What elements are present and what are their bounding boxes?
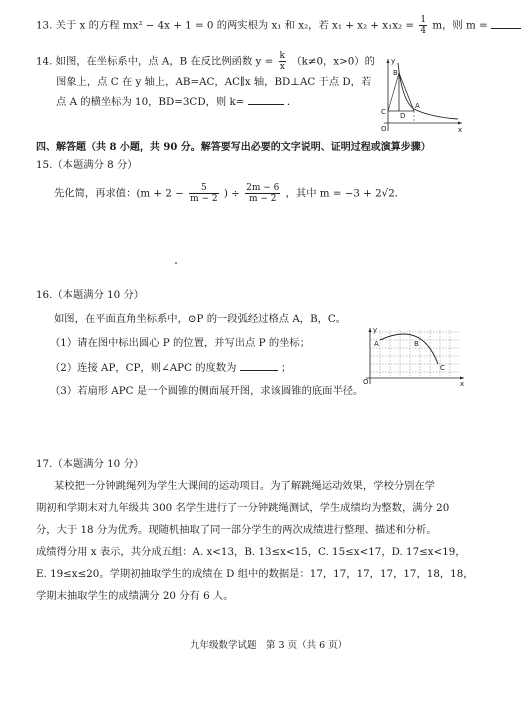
question-16-item-3: （3）若扇形 APC 是一个圆锥的侧面展开图，求该圆锥的底面半径。 (50, 385, 364, 397)
q16-fig-label-a: A (374, 340, 379, 348)
q14-fig-label-y: y (391, 57, 396, 65)
q17-paragraph-line-3: 分，大于 18 分为优秀。现随机抽取了同一部分学生的两次成绩进行整理、描述和分析。 (36, 524, 437, 536)
q16-answer-blank (240, 360, 278, 371)
q14-fraction (279, 51, 286, 72)
page-footer: 九年级数学试题 第 3 页（共 6 页） (190, 640, 348, 651)
q16-fig-label-o: O (363, 378, 369, 386)
section-4-title: 四、解答题（共 8 小题，共 90 分。解答要写出必要的文字说明、证明过程或演算步骤） (36, 142, 431, 153)
q14-fig-label-c: C (381, 108, 386, 116)
q16-grid-figure (362, 326, 468, 386)
q14-text-1-suffix: （k≠0，x>0）的 (291, 55, 375, 68)
q14-fig-label-d: D (400, 112, 406, 120)
q15-text-suffix: ，其中 m = −3 + 2√2． (285, 187, 406, 200)
q17-paragraph-line-2: 期初和学期末对九年级共 300 名学生进行了一分钟跳绳测试，学生成绩均为整数，满分 20 (36, 502, 450, 514)
q15-fraction-2-denominator: m − 2 (248, 194, 277, 204)
question-13 (36, 15, 521, 36)
q14-fraction-denominator: x (279, 62, 285, 72)
q14-answer-blank (248, 94, 284, 105)
question-16-item-2 (50, 360, 291, 375)
q16-fig-label-c: C (440, 364, 445, 372)
question-17-header: 17.（本题满分 10 分） (36, 458, 145, 470)
q14-text-3-end: ． (286, 96, 298, 108)
q14-text-3: 点 A 的横坐标为 10，BD=3CD，则 k= (56, 96, 245, 108)
q15-fraction-1-numerator: 5 (189, 183, 219, 194)
q17-paragraph-line-6: 学期末抽取学生的成绩满分 20 分有 6 人。 (36, 590, 234, 602)
q13-answer-blank (491, 18, 521, 29)
scan-speck (175, 262, 177, 264)
q14-fraction-numerator: k (279, 51, 285, 61)
q13-suffix: m，则 m = (432, 19, 488, 32)
q15-fraction-1 (189, 183, 219, 204)
question-15-header: 15.（本题满分 8 分） (36, 159, 138, 171)
q15-fraction-2 (245, 183, 280, 204)
q16-item-2-end: ； (280, 362, 292, 374)
question-14-line-3 (56, 94, 297, 109)
question-16-item-1: （1）请在图中标出圆心 P 的位置，并写出点 P 的坐标； (50, 337, 311, 349)
q16-fig-label-x: x (460, 380, 465, 386)
q17-paragraph-line-5: E. 19≤x≤20。学期初抽取学生的成绩在 D 组中的数据是：17，17，17，17，17，18，18， (36, 568, 474, 580)
q13-fraction-denominator: 4 (420, 26, 427, 36)
q17-paragraph-line-1: 某校把一分钟跳绳列为学生大课间的运动项目。为了解跳绳运动效果，学校分别在学 (54, 480, 435, 492)
question-14-line-2: 图象上，点 C 在 y 轴上，AB=AC，AC∥x 轴，BD⊥AC 于点 D，若 (56, 76, 372, 88)
question-16-intro: 如图，在平面直角坐标系中，⊙P 的一段弧经过格点 A，B，C。 (54, 313, 347, 325)
q14-fig-label-o: O (381, 125, 387, 133)
q15-fraction-2-numerator: 2m − 6 (246, 183, 280, 193)
q14-figure (380, 55, 466, 135)
question-16-header: 16.（本题满分 10 分） (36, 289, 145, 301)
q13-fraction-numerator: 1 (420, 15, 427, 25)
q15-text-prefix: 先化简，再求值：(m + 2 − (54, 187, 184, 200)
q16-fig-label-b: B (414, 340, 419, 348)
q14-fig-label-x: x (458, 126, 463, 134)
q13-text: 13. 关于 x 的方程 mx² − 4x + 1 = 0 的两实根为 x₁ 和 x₂，若 x₁ + x₂ + x₁x₂ = (36, 19, 415, 32)
q15-fraction-1-denominator: m − 2 (190, 194, 218, 204)
q16-item-2-text: （2）连接 AP，CP，则∠APC 的度数为 (50, 362, 237, 374)
q14-fig-label-a: A (415, 102, 420, 110)
q13-fraction (419, 15, 427, 36)
q17-paragraph-line-4: 成绩得分用 x 表示，共分成五组：A. x<13，B. 13≤x<15，C. 15≤x<17，D. 17≤x<19， (36, 546, 466, 558)
q16-fig-label-y: y (373, 326, 378, 334)
question-15-text (54, 183, 405, 204)
question-14-line-1 (36, 51, 375, 72)
q14-text-1: 14. 如图，在坐标系中，点 A，B 在反比例函数 y = (36, 55, 274, 68)
q15-text-mid: ) ÷ (223, 187, 240, 200)
q14-fig-label-b: B (393, 69, 398, 77)
